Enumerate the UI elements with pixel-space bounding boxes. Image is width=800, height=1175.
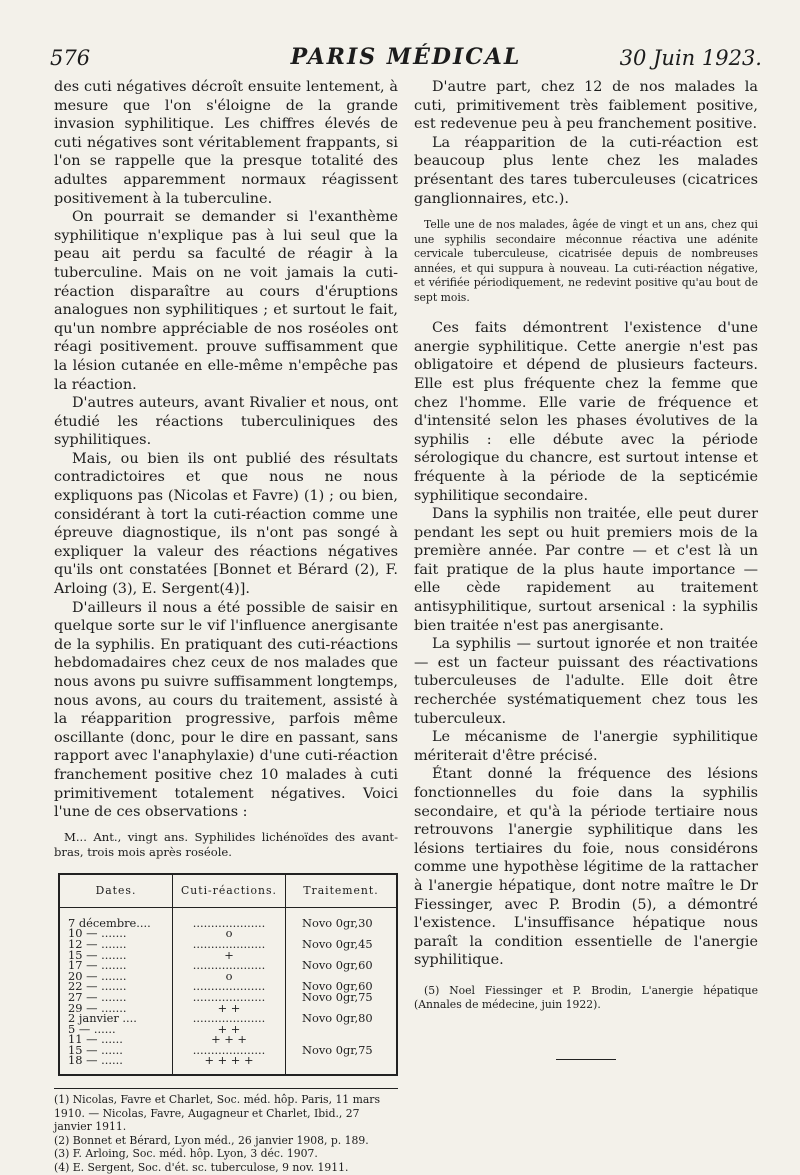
footnotes-left [54,1088,398,1175]
page-number: 576 [50,46,91,70]
dates-column [59,907,173,1075]
date-cell: 20 — ....... [68,968,127,983]
right-paragraph-6: Le mécanisme de l'anergie syphilitique mériterait d'être précisé. [414,729,758,764]
right-paragraph-1: D'autre part, chez 12 de nos malades la cuti, primitivement très faiblement positive, est redevenue peu à peu franchement positive. [414,79,758,133]
table-header-cuti: Cuti-réactions. [173,874,286,908]
left-paragraph-1: des cuti négatives décroît ensuite lentement, à mesure que l'on s'éloigne de la grande invasion syphilitique. Les chiffres élevés de cuti négatives sont véritablement frappants, si l'on se rappelle que la presque totalité des adultes apparemment normaux réagissent positivement à la tuberculine. [54,79,398,207]
date-cell: 15 — ...... [68,1042,123,1057]
treatment-cell: Novo 0gr,30 [302,915,373,930]
cuti-cell: .................... [192,936,266,951]
left-paragraph-5: D'ailleurs il nous a été possible de saisir en quelque sorte sur le vif l'influence anergisante de la syphilis. En pratiquant des cuti-réactions hebdomadaires chez ceux de nos malades que nous avons pu suivre suffisamment longtemps, nous avons, au cours du traitement, assisté à la réapparition progressive, parfois même oscillante (donc, pour le dire en passant, sans rapport avec l'anaphylaxie) d'une cuti-réaction franchement positive chez 10 malades à cuti primitivement totalement négatives. Voici l'une de ces observations : [54,599,398,821]
cuti-cell: .................... [192,1011,266,1026]
date-cell: 15 — ....... [68,947,127,962]
treatment-cell: Novo 0gr,45 [302,936,373,951]
footnote-3: (3) F. Arloing, Soc. méd. hôp. Lyon, 3 déc. 1907. [54,1147,318,1161]
left-paragraph-2: On pourrait se demander si l'exanthème syphilitique n'explique pas à lui seul que la peau ait perdu sa faculté de réagir à la tuberculine. Mais on ne voit jamais la cuti-réaction disparaître au cours d'éruptions analogues non syphilitiques ; et surtout le fait, qu'un nombre appréciable de nos roséoles ont réagi positivement. prouve suffisamment que la lésion cutanée en elle-même n'empêche pas la réaction. [54,209,398,393]
case-note: Telle une de nos malades, âgée de vingt et un ans, chez qui une syphilis secondaire méconnue réactiva une adénite cervicale tuberculeuse, cicatrisée depuis de nombreuses années, et qui suppura à nouveau. La cuti-réaction négative, et vérifiée périodiquement, ne redevint positive qu'au bout de sept mois. [414,218,758,304]
treatment-cell [286,1024,396,1035]
treatment-cell: Novo 0gr,60 [302,958,373,973]
observation-note: M... Ant., vingt ans. Syphilides lichénoïdes des avant-bras, trois mois après roséole. [54,829,398,860]
date-cell: 11 — ...... [68,1032,123,1047]
date-cell: 27 — ....... [68,989,127,1004]
date-cell: 7 décembre.... [68,915,151,930]
table-header-treatment: Traitement. [286,874,398,908]
treatment-cell: Novo 0gr,75 [302,989,373,1004]
cuti-cell: .................... [192,915,266,930]
cuti-cell: .................... [192,989,266,1004]
footnote-4: (4) E. Sergent, Soc. d'ét. sc. tuberculose, 9 nov. 1911. [54,1161,349,1175]
journal-title: PARIS MÉDICAL [290,44,522,70]
cuti-cell: + + [217,1021,241,1036]
date-cell: 2 janvier .... [68,1011,137,1026]
date-cell: 17 — ....... [68,958,127,973]
cuti-column [173,907,286,1075]
left-column [54,78,398,1175]
end-rule [556,1059,616,1060]
footnote-5: (5) Noel Fiessinger et P. Brodin, L'anergie hépatique (Annales de médecine, juin 1922). [414,983,758,1012]
date-cell: 12 — ....... [68,936,127,951]
treatment-cell: Novo 0gr,80 [302,1011,373,1026]
cuti-cell: + + [217,1000,241,1015]
table-header-dates: Dates. [59,874,173,908]
cuti-cell: o [225,926,233,941]
treatment-cell [286,1055,396,1066]
left-paragraph-3: D'autres auteurs, avant Rivalier et nous, ont étudié les réactions tuberculiniques des syphilitiques. [54,395,398,449]
date-cell: 18 — ...... [68,1053,123,1068]
footnote-2: (2) Bonnet et Bérard, Lyon méd., 26 janvier 1908, p. 189. [54,1133,369,1147]
right-paragraph-4: Dans la syphilis non traitée, elle peut durer pendant les sept ou huit premiers mois de la première année. Par contre — et c'est là un fait pratique de la plus haute importance — elle cède rapidement au traitement antisyphilitique, surtout arsenical : la syphilis bien traitée n'est pas anergisante. [414,506,758,634]
date-cell: 10 — ....... [68,926,127,941]
left-paragraph-4: Mais, ou bien ils ont publié des résultats contradictoires et que nous ne nous expliquons pas (Nicolas et Favre) (1) ; ou bien, considérant à tort la cuti-réaction comme une épreuve diagnostique, ils n'ont pas songé à expliquer la valeur des réactions négatives qu'ils ont constatées [Bonnet et Bérard (2), F. Arloing (3), E. Sergent(4)]. [54,450,398,598]
footnote-1: (1) Nicolas, Favre et Charlet, Soc. méd. hôp. Paris, 11 mars 1910. — Nicolas, Favre, Augagneur et Charlet, Ibid., 27 janvier 1911. [54,1093,380,1134]
cuti-cell: .................... [192,979,266,994]
cuti-cell: + + + [211,1032,247,1047]
cuti-cell: .................... [192,1042,266,1057]
cuti-cell: o [225,968,233,983]
treatment-cell: Novo 0gr,75 [302,1042,373,1057]
treatment-cell: Novo 0gr,60 [302,979,373,994]
right-paragraph-2: La réapparition de la cuti-réaction est beaucoup plus lente chez les malades présentant des tares tuberculeuses (cicatrices ganglionnaires, etc.). [414,134,758,207]
date-cell: 5 — ...... [68,1021,116,1036]
date-cell: 29 — ....... [68,1000,127,1015]
treatment-column [286,907,398,1075]
observation-table [58,873,398,1076]
cuti-cell: .................... [192,958,266,973]
page-header [50,44,762,74]
date-cell: 22 — ....... [68,979,127,994]
right-column [414,78,758,1060]
right-paragraph-3: Ces faits démontrent l'existence d'une anergie syphilitique. Cette anergie n'est pas obligatoire et dépend de plusieurs facteurs. Elle est plus fréquente chez la femme que chez l'homme. Elle varie de fréquence et d'intensité selon les phases évolutives de la syphilis : elle débute avec la période sérologique du chancre, est surtout intense et fréquente à la période de la septicémie syphilitique secondaire. [414,320,758,504]
right-paragraph-7: Étant donné la fréquence des lésions fonctionnelles du foie dans la syphilis secondaire, et qu'à la période tertiaire nous retrouvons l'anergie syphilitique dans les lésions tertiaires du foie, nous considérons comme une hypothèse légitime de la rattacher à l'anergie hépatique, dont notre maître le Dr Fiessinger, avec P. Brodin (5), a démontré l'existence. L'insuffisance hépatique nous paraît la condition essentielle de l'anergie syphilitique. [414,766,758,969]
right-paragraph-5: La syphilis — surtout ignorée et non traitée — est un facteur puissant des réactivations tuberculeuses de l'adulte. Elle doit être recherchée systématiquement chez tous les tuberculeux. [414,636,758,727]
cuti-cell: + [224,947,234,962]
issue-date: 30 Juin 1923. [619,46,762,70]
cuti-cell: + + + + [204,1053,254,1068]
